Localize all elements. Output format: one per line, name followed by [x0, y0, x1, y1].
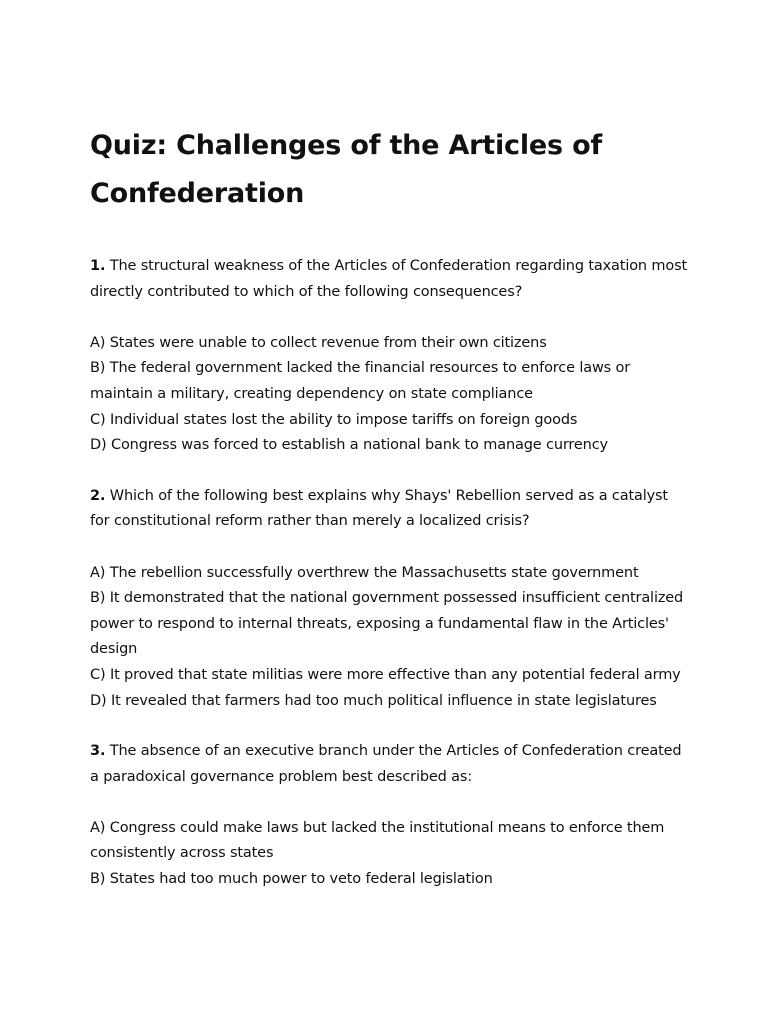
- answer-option: B) It demonstrated that the national government possessed insufficient centralized power to respond to internal threats, exposing a fundamental flaw in the Articles' design: [90, 590, 684, 658]
- question-text: [90, 484, 690, 535]
- answer-option: D) It revealed that farmers had too much political influence in state legislatures: [90, 692, 657, 709]
- answer-option: A) Congress could make laws but lacked the institutional means to enforce them consistently across states: [90, 819, 665, 862]
- answer-options: [90, 816, 690, 893]
- answer-option: A) States were unable to collect revenue from their own citizens: [90, 334, 547, 351]
- question-number: 1.: [90, 258, 106, 274]
- question-text: [90, 739, 690, 790]
- answer-option: C) Individual states lost the ability to impose tariffs on foreign goods: [90, 411, 578, 428]
- question-prompt: Which of the following best explains why Shays' Rebellion served as a catalyst for constitutional reform rather than merely a localized crisis?: [90, 487, 668, 530]
- page-title: Quiz: Challenges of the Articles of Confederation: [90, 130, 602, 209]
- answer-options: [90, 331, 690, 459]
- answer-option: A) The rebellion successfully overthrew the Massachusetts state government: [90, 564, 639, 581]
- quiz-document: [90, 122, 690, 918]
- answer-option: B) The federal government lacked the financial resources to enforce laws or maintain a military, creating dependency on state compliance: [90, 360, 631, 402]
- answer-option: B) States had too much power to veto federal legislation: [90, 871, 493, 888]
- answer-option: C) It proved that state militias were more effective than any potential federal army: [90, 666, 681, 683]
- answer-options: [90, 561, 690, 715]
- question-prompt: The absence of an executive branch under the Articles of Confederation created a paradoxical governance problem best described as:: [90, 743, 682, 785]
- question-text: [90, 254, 690, 305]
- question-number: 2.: [90, 487, 106, 504]
- question-2: [90, 484, 690, 714]
- question-prompt: The structural weakness of the Articles of Confederation regarding taxation most directly contributed to which of the following consequences?: [90, 258, 688, 300]
- answer-option: D) Congress was forced to establish a national bank to manage currency: [90, 437, 608, 454]
- question-3: [90, 739, 690, 893]
- question-number: 3.: [90, 743, 106, 760]
- question-1: [90, 254, 690, 459]
